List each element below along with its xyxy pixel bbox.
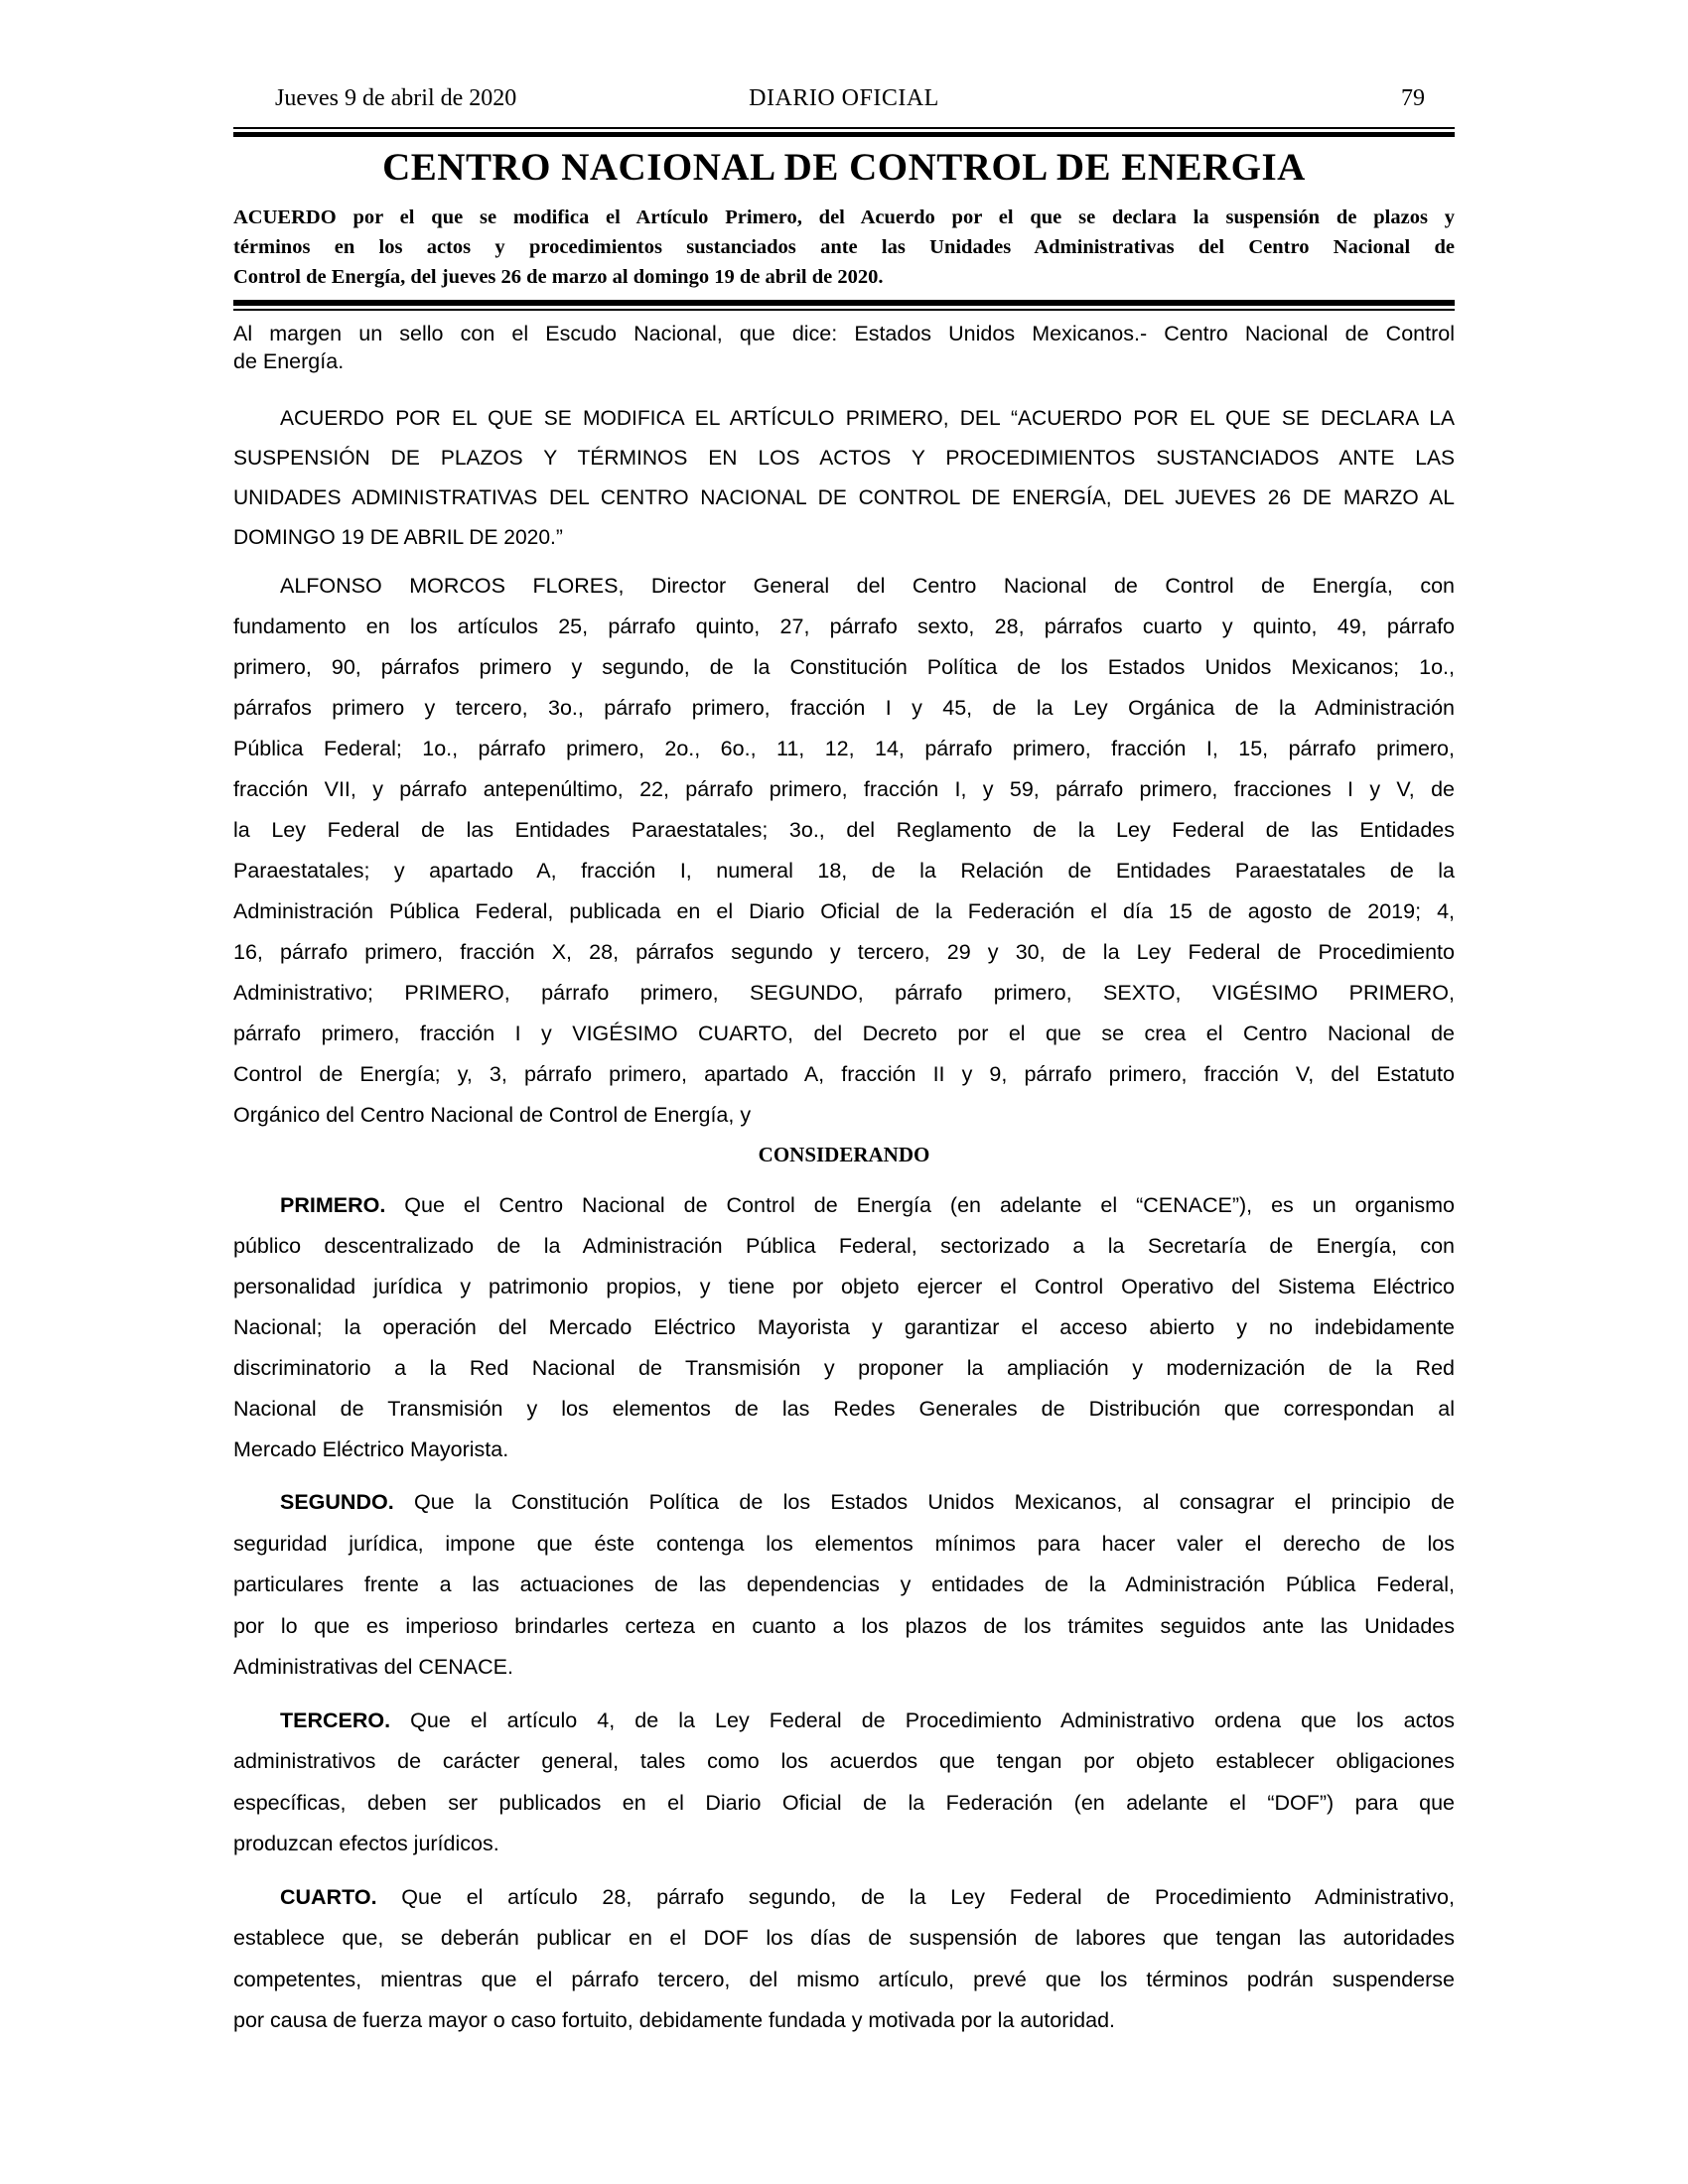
text-line: por causa de fuerza mayor o caso fortuito, debidamente fundada y motivada por la autoridad. bbox=[233, 2008, 1116, 2032]
paragraph-lines bbox=[233, 1226, 1455, 1470]
text-line: personalidad jurídica y patrimonio propios, y tiene por objeto ejercer el Control Operativo del Sistema Eléctrico bbox=[233, 1275, 1455, 1298]
text-line: público descentralizado de la Administración Pública Federal, sectorizado a la Secretaría de Energía, con bbox=[233, 1234, 1455, 1258]
paragraph-first-line bbox=[233, 1185, 1455, 1226]
considerando-heading: CONSIDERANDO bbox=[758, 1143, 930, 1166]
paragraph-lead: CUARTO. bbox=[280, 1884, 377, 1909]
text-line: Pública Federal; 1o., párrafo primero, 2o., 6o., 11, 12, 14, párrafo primero, fracción I, 15, párrafo primero, bbox=[233, 737, 1455, 760]
text-line: la Ley Federal de las Entidades Paraestatales; 3o., del Reglamento de la Ley Federal de las Entidades bbox=[233, 818, 1455, 842]
text-line: ALFONSO MORCOS FLORES, Director General del Centro Nacional de Control de Energía, con bbox=[280, 574, 1455, 598]
text-line: Paraestatales; y apartado A, fracción I, numeral 18, de la Relación de Entidades Paraestatales de la bbox=[233, 859, 1455, 883]
page-header bbox=[233, 0, 1455, 113]
text-line: SUSPENSIÓN DE PLAZOS Y TÉRMINOS EN LOS ACTOS Y PROCEDIMIENTOS SUSTANCIADOS ANTE LAS bbox=[233, 447, 1455, 470]
text-line: seguridad jurídica, impone que éste contenga los elementos mínimos para hacer valer el derecho de los bbox=[233, 1531, 1455, 1556]
al-margen-paragraph bbox=[233, 320, 1455, 375]
text-line: de Energía. bbox=[233, 349, 345, 373]
text-line: establece que, se deberán publicar en el DOF los días de suspensión de labores que tengan las autoridades bbox=[233, 1926, 1455, 1950]
text-line: fundamento en los artículos 25, párrafo quinto, 27, párrafo sexto, 28, párrafos cuarto y quinto, 49, párrafo bbox=[233, 614, 1455, 638]
text-line: fracción VII, y párrafo antepenúltimo, 22, párrafo primero, fracción I, y 59, párrafo primero, fracciones I y V, de bbox=[233, 777, 1455, 801]
paragraph-lead: SEGUNDO. bbox=[280, 1490, 394, 1514]
text-line: Control de Energía, del jueves 26 de marzo al domingo 19 de abril de 2020. bbox=[233, 266, 884, 288]
paragraph-first-line bbox=[233, 1701, 1455, 1742]
text-line: particulares frente a las actuaciones de las dependencias y entidades de la Administración Pública Federal, bbox=[233, 1572, 1455, 1596]
text-line: 16, párrafo primero, fracción X, 28, párrafos segundo y tercero, 29 y 30, de la Ley Federal de Procedimiento bbox=[233, 940, 1455, 964]
header-date: Jueves 9 de abril de 2020 bbox=[275, 85, 517, 111]
paragraph-text: Que el artículo 28, párrafo segundo, de la Ley Federal de Procedimiento Administrativo, bbox=[376, 1884, 1455, 1909]
document-title: CENTRO NACIONAL DE CONTROL DE ENERGIA bbox=[382, 146, 1306, 189]
acuerdo-summary-paragraph bbox=[233, 203, 1455, 292]
text-line: UNIDADES ADMINISTRATIVAS DEL CENTRO NACIONAL DE CONTROL DE ENERGÍA, DEL JUEVES 26 DE MARZO AL bbox=[233, 486, 1455, 509]
header-publication-title: DIARIO OFICIAL bbox=[749, 85, 939, 111]
paragraph-text: Que el artículo 4, de la Ley Federal de Procedimiento Administrativo ordena que los actos bbox=[390, 1707, 1455, 1732]
paragraph-first-line bbox=[233, 1877, 1455, 1919]
paragraph-lines bbox=[233, 1741, 1455, 1865]
fundamento-paragraph bbox=[233, 566, 1455, 1136]
text-line: Nacional; la operación del Mercado Eléctrico Mayorista y garantizar el acceso abierto y no indebidamente bbox=[233, 1315, 1455, 1339]
text-line: produzcan efectos jurídicos. bbox=[233, 1832, 499, 1855]
text-line: Mercado Eléctrico Mayorista. bbox=[233, 1437, 509, 1461]
header-page-number: 79 bbox=[1401, 85, 1425, 111]
text-line: discriminatorio a la Red Nacional de Transmisión y proponer la ampliación y modernización de la Red bbox=[233, 1356, 1455, 1380]
page-content bbox=[233, 0, 1455, 2042]
text-line: Orgánico del Centro Nacional de Control de Energía, y bbox=[233, 1103, 752, 1127]
considerando-segundo-paragraph bbox=[233, 1482, 1455, 1689]
paragraph-lead: TERCERO. bbox=[280, 1707, 391, 1732]
paragraph-text: Que la Constitución Política de los Estados Unidos Mexicanos, al consagrar el principio de bbox=[393, 1490, 1455, 1514]
text-line: por lo que es imperioso brindarles certeza en cuanto a los plazos de los trámites seguidos ante las Unidades bbox=[233, 1613, 1455, 1638]
paragraph-lines bbox=[233, 1918, 1455, 2042]
text-line: párrafos primero y tercero, 3o., párrafo primero, fracción I y 45, de la Ley Orgánica de la Administración bbox=[233, 696, 1455, 720]
text-line: específicas, deben ser publicados en el Diario Oficial de la Federación (en adelante el “DOF”) para que bbox=[233, 1790, 1455, 1815]
text-line: Nacional de Transmisión y los elementos de las Redes Generales de Distribución que correspondan al bbox=[233, 1397, 1455, 1421]
summary-separator-rule bbox=[233, 300, 1455, 311]
text-line: Administración Pública Federal, publicada en el Diario Oficial de la Federación el día 15 de agosto de 2019; 4, bbox=[233, 899, 1455, 923]
header-rule bbox=[233, 127, 1455, 137]
text-line: Administrativo; PRIMERO, párrafo primero, SEGUNDO, párrafo primero, SEXTO, VIGÉSIMO PRIMERO, bbox=[233, 981, 1455, 1005]
text-line: DOMINGO 19 DE ABRIL DE 2020.” bbox=[233, 526, 563, 549]
acuerdo-caps-paragraph bbox=[233, 399, 1455, 558]
text-line: administrativos de carácter general, tales como los acuerdos que tengan por objeto establecer obligaciones bbox=[233, 1749, 1455, 1773]
text-line: ACUERDO POR EL QUE SE MODIFICA EL ARTÍCULO PRIMERO, DEL “ACUERDO POR EL QUE SE DECLARA LA bbox=[280, 407, 1455, 430]
considerando-primero-paragraph bbox=[233, 1185, 1455, 1470]
considerando-tercero-paragraph bbox=[233, 1701, 1455, 1865]
considerando-cuarto-paragraph bbox=[233, 1877, 1455, 2042]
text-line: primero, 90, párrafos primero y segundo, de la Constitución Política de los Estados Unidos Mexicanos; 1o., bbox=[233, 655, 1455, 679]
paragraph-lines bbox=[233, 1524, 1455, 1689]
text-line: Al margen un sello con el Escudo Nacional, que dice: Estados Unidos Mexicanos.- Centro Nacional de Control bbox=[233, 322, 1455, 345]
text-line: competentes, mientras que el párrafo tercero, del mismo artículo, prevé que los términos podrán suspenderse bbox=[233, 1967, 1455, 1991]
text-line: párrafo primero, fracción I y VIGÉSIMO CUARTO, del Decreto por el que se crea el Centro Nacional de bbox=[233, 1022, 1455, 1045]
paragraph-lead: PRIMERO. bbox=[280, 1193, 386, 1217]
paragraph-text: Que el Centro Nacional de Control de Energía (en adelante el “CENACE”), es un organismo bbox=[385, 1193, 1455, 1217]
text-line: Administrativas del CENACE. bbox=[233, 1655, 513, 1679]
paragraph-first-line bbox=[233, 1482, 1455, 1524]
text-line: términos en los actos y procedimientos sustanciados ante las Unidades Administrativas del Centro Nacional de bbox=[233, 236, 1455, 258]
text-line: ACUERDO por el que se modifica el Artículo Primero, del Acuerdo por el que se declara la suspensión de plazos y bbox=[233, 206, 1455, 228]
text-line: Control de Energía; y, 3, párrafo primero, apartado A, fracción II y 9, párrafo primero, fracción V, del Estatuto bbox=[233, 1062, 1455, 1086]
